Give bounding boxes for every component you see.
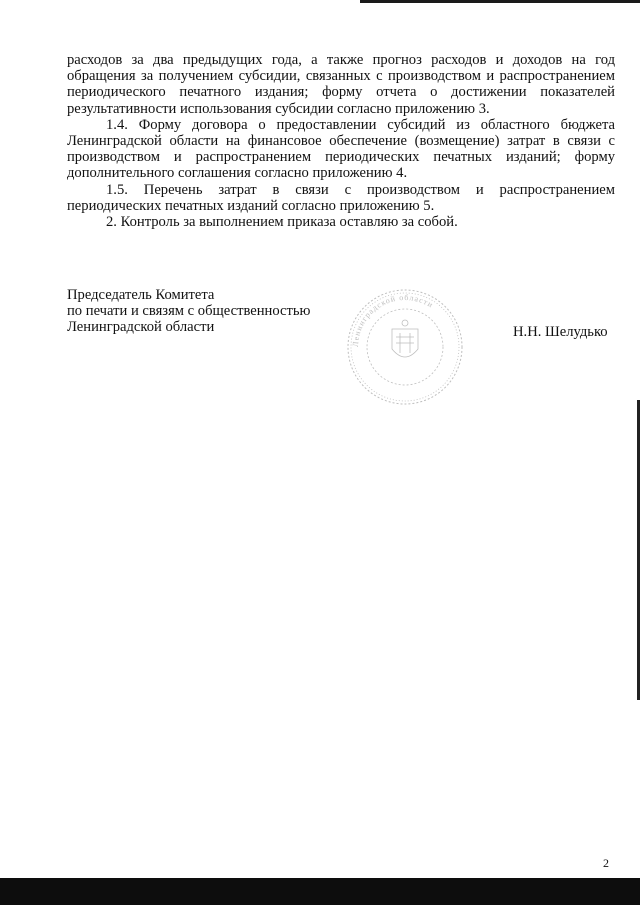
signer-title-line-1: Председатель Комитета xyxy=(67,287,215,303)
svg-text:Ленинградской области xyxy=(351,293,435,347)
paragraph-item-2: 2. Контроль за выполнением приказа оставляю за собой. xyxy=(106,214,458,231)
scan-edge-top xyxy=(360,0,640,3)
scan-edge-bottom xyxy=(0,878,640,905)
signature-block xyxy=(67,287,310,336)
signer-name: Н.Н. Шелудько xyxy=(513,324,608,340)
page-number: 2 xyxy=(603,856,609,870)
paragraph-continuation: расходов за два предыдущих года, а также прогноз расходов и доходов на год обращения за получением субсидии, связанных с производством и распространением периодического печатного издания; форму отчета о достижении показателей результативности использования субсидии согласно приложению 3. xyxy=(67,52,615,117)
document-body xyxy=(67,52,615,230)
official-seal-stamp xyxy=(340,287,470,407)
seal-ring-text: Ленинградской области xyxy=(350,292,436,348)
signer-title-line-2: по печати и связям с общественностью xyxy=(67,303,311,320)
coat-of-arms-icon xyxy=(392,320,418,357)
paragraph-item-1-5: 1.5. Перечень затрат в связи с производством и распространением периодических печатных изданий согласно приложению 5. xyxy=(67,181,615,214)
paragraph-item-1-4: 1.4. Форму договора о предоставлении субсидий из областного бюджета Ленинградской области на финансовое обеспечение (возмещение) затрат в связи с производством и распространением периодических печатных изданий; форму дополнительного соглашения согласно приложению 4. xyxy=(67,116,615,182)
signer-title-line-3: Ленинградской области xyxy=(67,319,215,336)
